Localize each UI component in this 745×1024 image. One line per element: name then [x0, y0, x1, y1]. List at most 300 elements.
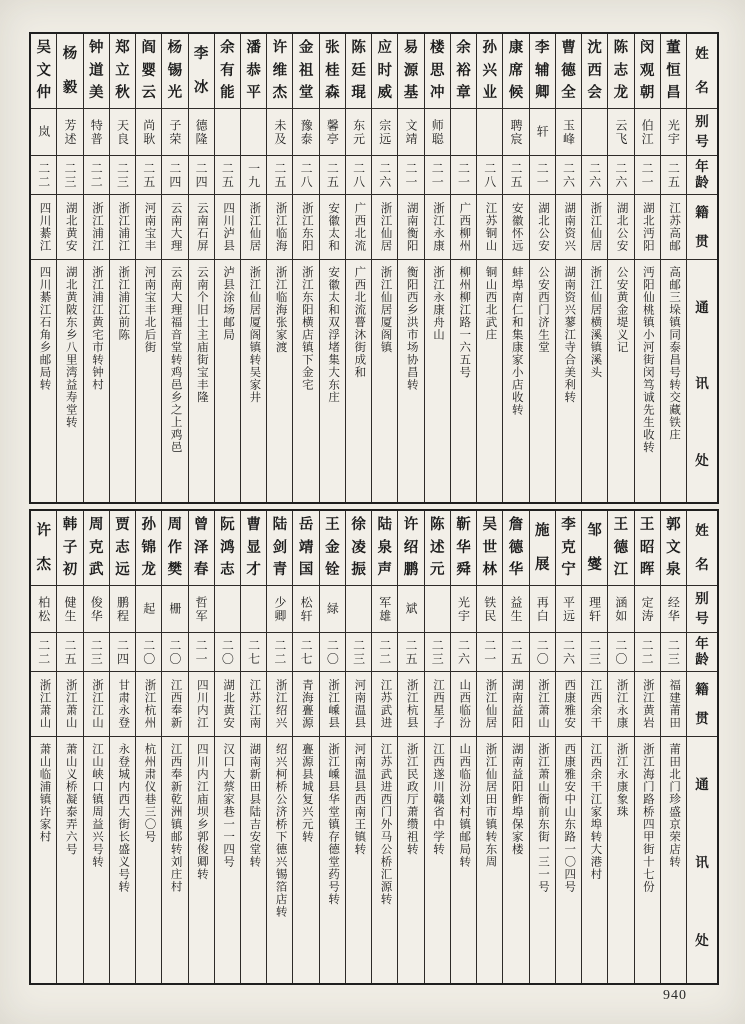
- person-alias-text: 宗远: [377, 118, 392, 146]
- person-address-text: 亹源县城复兴元转: [300, 743, 313, 843]
- person-address-text: 萧山临浦镇许家村: [38, 743, 51, 843]
- person-name: 郭 文 泉: [661, 511, 686, 586]
- person-age: [57, 633, 82, 672]
- person-alias-text: 军雄: [377, 595, 392, 623]
- person-address: [661, 737, 686, 983]
- person-alias: [84, 586, 109, 633]
- person-alias-text: 栅: [167, 602, 182, 616]
- person-native-place-text: 浙江仙居: [484, 679, 497, 729]
- person-age-text: 二七: [246, 638, 261, 666]
- person-native-place-text: 浙江永康: [432, 202, 445, 252]
- person-native-place-text: 浙江仙居: [589, 202, 602, 252]
- person-age-text: 二二: [36, 161, 51, 189]
- person-column: [292, 511, 318, 983]
- person-column: [240, 34, 266, 502]
- person-native-place-text: 山西临汾: [458, 679, 471, 729]
- person-alias-text: 緑: [325, 602, 340, 616]
- person-age: [346, 633, 371, 672]
- person-name: 李 冰: [189, 34, 214, 109]
- person-column: [83, 34, 109, 502]
- person-age: [84, 156, 109, 195]
- person-address: [635, 260, 660, 502]
- person-age: [425, 633, 450, 672]
- person-address: [215, 737, 240, 983]
- person-address-text: 湖北黄陂东乡八里湾益寿堂转: [64, 266, 77, 429]
- person-name: 陆 泉 声: [372, 511, 397, 586]
- person-native-place: [451, 672, 476, 737]
- person-address: [189, 260, 214, 502]
- person-alias: [372, 586, 397, 633]
- person-age: [608, 633, 633, 672]
- person-alias-text: 特普: [89, 118, 104, 146]
- person-native-place: [398, 195, 423, 260]
- person-address-text: 公安西门济生堂: [536, 266, 549, 354]
- person-address: [346, 260, 371, 502]
- person-name: 曹 显 才: [241, 511, 266, 586]
- person-native-place: [241, 195, 266, 260]
- person-address-text: 衡阳西乡洪市场协昌转: [405, 266, 418, 391]
- person-alias: [320, 586, 345, 633]
- person-native-place-text: 浙江东阳: [300, 202, 313, 252]
- person-address-text: 广西北流瞢沐街成和: [353, 266, 366, 379]
- person-column: [371, 34, 397, 502]
- person-column: [476, 511, 502, 983]
- person-address: [189, 737, 214, 983]
- person-native-place-text: 浙江仙居: [379, 202, 392, 252]
- person-age: [57, 156, 82, 195]
- person-column: [319, 511, 345, 983]
- person-alias: [162, 586, 187, 633]
- person-native-place-text: 浙江杭县: [405, 679, 418, 729]
- column-header-name: 姓 名: [687, 511, 717, 586]
- person-address-text: 安徽太和双浮堵集大东庄: [327, 266, 340, 404]
- person-address: [215, 260, 240, 502]
- person-age-text: 二三: [587, 638, 602, 666]
- person-age-text: 二五: [404, 638, 419, 666]
- person-address-text: 江西余干江家埠转大港村: [589, 743, 602, 881]
- person-alias: [635, 586, 660, 633]
- person-address: [320, 260, 345, 502]
- person-address: [398, 737, 423, 983]
- person-column: [476, 34, 502, 502]
- person-address-text: 杭州肃仪巷三〇号: [143, 743, 156, 843]
- person-alias: [635, 109, 660, 156]
- person-name: 吴 世 林: [477, 511, 502, 586]
- person-native-place-text: 河南温县: [353, 679, 366, 729]
- person-address-text: 蚌埠南仁和集康家小店收转: [510, 266, 523, 416]
- person-alias: [215, 109, 240, 156]
- person-age-text: 二六: [377, 161, 392, 189]
- person-age-text: 二四: [167, 161, 182, 189]
- person-address: [267, 260, 292, 502]
- person-column: [502, 511, 528, 983]
- person-address: [503, 260, 528, 502]
- person-address-text: 柳州柳江路一六五号: [458, 266, 471, 379]
- person-alias-text: 天良: [115, 118, 130, 146]
- person-age: [162, 633, 187, 672]
- person-native-place: [503, 672, 528, 737]
- person-column: [345, 34, 371, 502]
- person-native-place-text: 浙江绍兴: [274, 679, 287, 729]
- column-header-age: 年 龄: [687, 633, 717, 672]
- person-name: 余 裕 章: [451, 34, 476, 109]
- person-alias-text: 馨亭: [325, 118, 340, 146]
- person-address: [293, 737, 318, 983]
- person-native-place: [110, 195, 135, 260]
- person-age: [635, 156, 660, 195]
- column-header-alias: 别 号: [687, 586, 717, 633]
- person-native-place: [189, 672, 214, 737]
- person-native-place: [556, 195, 581, 260]
- person-native-place: [84, 195, 109, 260]
- person-alias-text: 俊华: [89, 595, 104, 623]
- person-age-text: 二三: [430, 638, 445, 666]
- person-name: 陈 述 元: [425, 511, 450, 586]
- person-alias: [530, 586, 555, 633]
- person-alias-text: 文靖: [404, 118, 419, 146]
- person-alias-text: 再白: [535, 595, 550, 623]
- person-address: [84, 737, 109, 983]
- person-alias-text: 定涛: [640, 595, 655, 623]
- person-native-place: [136, 672, 161, 737]
- person-address: [451, 260, 476, 502]
- person-column: [555, 511, 581, 983]
- person-alias: [582, 586, 607, 633]
- person-column: [607, 34, 633, 502]
- person-age: [320, 633, 345, 672]
- person-native-place-text: 四川泸县: [222, 202, 235, 252]
- person-native-place: [530, 672, 555, 737]
- directory-table-top: [29, 32, 719, 504]
- person-native-place: [477, 195, 502, 260]
- person-name: 邹 燮: [582, 511, 607, 586]
- column-header-address: 通 讯 处: [695, 299, 709, 468]
- person-native-place: [267, 195, 292, 260]
- person-column: [555, 34, 581, 502]
- person-name: 吴 文 仲: [31, 34, 56, 109]
- person-alias-text: 师聪: [430, 118, 445, 146]
- person-column: [529, 511, 555, 983]
- person-age: [530, 633, 555, 672]
- person-address-text: 湖南新田县陆吉安堂转: [248, 743, 261, 868]
- person-age-text: 二八: [299, 161, 314, 189]
- person-native-place: [661, 672, 686, 737]
- person-age: [503, 633, 528, 672]
- person-native-place: [346, 195, 371, 260]
- person-alias-text: 德隆: [194, 118, 209, 146]
- person-age-text: 二〇: [325, 638, 340, 666]
- person-native-place-text: 江苏武进: [379, 679, 392, 729]
- person-address-text: 浙江临海张家渡: [274, 266, 287, 354]
- person-alias: [84, 109, 109, 156]
- person-address: [267, 737, 292, 983]
- person-alias-text: 健生: [62, 595, 77, 623]
- person-column: [634, 511, 660, 983]
- person-age-text: 二七: [299, 638, 314, 666]
- person-native-place: [451, 195, 476, 260]
- person-address: [608, 737, 633, 983]
- person-native-place: [320, 672, 345, 737]
- person-address-text: 江西奉新乾洲镇邮转刘庄村: [169, 743, 182, 893]
- person-age: [451, 156, 476, 195]
- person-alias: [215, 586, 240, 633]
- person-age-text: 二六: [613, 161, 628, 189]
- person-address: [136, 737, 161, 983]
- person-native-place: [372, 672, 397, 737]
- person-alias: [293, 109, 318, 156]
- person-age: [608, 156, 633, 195]
- person-name: 施 展: [530, 511, 555, 586]
- person-address-text: 浙江民政厅萧缵祖转: [405, 743, 418, 856]
- person-native-place: [582, 672, 607, 737]
- person-alias-text: 柏松: [36, 595, 51, 623]
- person-column: [240, 511, 266, 983]
- person-native-place-text: 广西北流: [353, 202, 366, 252]
- person-column: [135, 511, 161, 983]
- person-alias-text: 芳述: [62, 118, 77, 146]
- person-alias: [31, 109, 56, 156]
- person-age: [136, 633, 161, 672]
- person-age-text: 二五: [666, 161, 681, 189]
- person-age-text: 二五: [508, 638, 523, 666]
- person-address: [372, 737, 397, 983]
- person-address: [110, 737, 135, 983]
- person-address: [57, 737, 82, 983]
- person-alias-text: 益生: [508, 595, 523, 623]
- person-address-text: 绍兴柯桥公济桥下德兴锡箔店转: [274, 743, 287, 918]
- person-alias-text: 起: [141, 602, 156, 616]
- person-address-text: 高邮三垛镇同泰昌号转交藏铁庄: [668, 266, 681, 441]
- person-address-text: 浙江嵊县华堂镇存德堂药号转: [327, 743, 340, 906]
- person-alias-text: 哲军: [194, 595, 209, 623]
- person-age-text: 二六: [561, 161, 576, 189]
- person-native-place-text: 四川綦江: [38, 202, 51, 252]
- person-age-text: 二三: [89, 638, 104, 666]
- person-native-place: [346, 672, 371, 737]
- person-native-place: [84, 672, 109, 737]
- person-alias-text: 光宇: [456, 595, 471, 623]
- person-column: [660, 511, 686, 983]
- person-native-place-text: 浙江黄岩: [641, 679, 654, 729]
- person-alias-text: 东元: [351, 118, 366, 146]
- person-native-place: [398, 672, 423, 737]
- person-name: 韩 子 初: [57, 511, 82, 586]
- column-header-address: 通 讯 处: [695, 777, 709, 949]
- person-native-place-text: 湖北公安: [536, 202, 549, 252]
- person-native-place: [136, 195, 161, 260]
- person-alias: [162, 109, 187, 156]
- person-address: [530, 737, 555, 983]
- person-age-text: 一九: [246, 161, 261, 189]
- person-column: [135, 34, 161, 502]
- person-address: [635, 737, 660, 983]
- person-name: 陆 剑 青: [267, 511, 292, 586]
- person-alias-text: 岚: [36, 125, 51, 139]
- person-native-place-text: 湖南资兴: [563, 202, 576, 252]
- person-age-text: 二五: [325, 161, 340, 189]
- person-alias-text: 聘宸: [508, 118, 523, 146]
- person-column: [450, 511, 476, 983]
- person-alias: [608, 586, 633, 633]
- person-address: [293, 260, 318, 502]
- person-native-place: [31, 195, 56, 260]
- person-alias-text: 松轩: [299, 595, 314, 623]
- person-age: [477, 633, 502, 672]
- person-name: 郑 立 秋: [110, 34, 135, 109]
- person-age: [215, 156, 240, 195]
- person-address: [477, 737, 502, 983]
- person-column: [424, 511, 450, 983]
- person-native-place-text: 浙江临海: [274, 202, 287, 252]
- person-address: [320, 737, 345, 983]
- person-native-place-text: 浙江萧山: [38, 679, 51, 729]
- person-alias: [57, 586, 82, 633]
- person-address: [582, 737, 607, 983]
- person-native-place: [608, 195, 633, 260]
- header-column: [686, 511, 717, 983]
- person-address-text: 莆田北门珍盛京荣店转: [668, 743, 681, 868]
- person-name: 王 德 江: [608, 511, 633, 586]
- person-native-place-text: 浙江仙居: [248, 202, 261, 252]
- person-age-text: 二一: [404, 161, 419, 189]
- person-alias: [241, 586, 266, 633]
- person-address-text: 萧山义桥凝泰弄六号: [64, 743, 77, 856]
- person-column: [188, 34, 214, 502]
- person-column: [345, 511, 371, 983]
- person-native-place: [110, 672, 135, 737]
- person-alias: [425, 109, 450, 156]
- person-address-text: 浙江浦江前陈: [117, 266, 130, 341]
- person-native-place-text: 湖南益阳: [510, 679, 523, 729]
- person-alias: [267, 109, 292, 156]
- column-header-alias: 别 号: [687, 109, 717, 156]
- person-age: [451, 633, 476, 672]
- person-column: [397, 34, 423, 502]
- person-native-place-text: 江西星子: [432, 679, 445, 729]
- person-alias: [110, 586, 135, 633]
- person-address: [162, 737, 187, 983]
- person-address: [31, 260, 56, 502]
- person-address-text: 浙江永康舟山: [432, 266, 445, 341]
- person-name: 阎 婴 云: [136, 34, 161, 109]
- person-alias: [608, 109, 633, 156]
- person-native-place-text: 河南宝丰: [143, 202, 156, 252]
- person-native-place-text: 安徽太和: [327, 202, 340, 252]
- person-alias-text: 玉峰: [561, 118, 576, 146]
- person-alias: [293, 586, 318, 633]
- person-alias: [503, 586, 528, 633]
- person-name: 陈 志 龙: [608, 34, 633, 109]
- person-alias: [582, 109, 607, 156]
- person-address-text: 浙江仙居厦阁镇转吴家井: [248, 266, 261, 404]
- person-address: [608, 260, 633, 502]
- person-address-text: 湖南益阳鲊埠保家楼: [510, 743, 523, 856]
- person-address-text: 河南温县西南王镇转: [353, 743, 366, 856]
- person-name: 徐 凌 振: [346, 511, 371, 586]
- person-alias-text: 鹏程: [115, 595, 130, 623]
- person-address: [477, 260, 502, 502]
- person-address: [241, 260, 266, 502]
- person-address: [582, 260, 607, 502]
- person-age: [241, 633, 266, 672]
- person-age-text: 二八: [351, 161, 366, 189]
- person-age-text: 二五: [141, 161, 156, 189]
- person-column: [31, 34, 56, 502]
- person-age: [267, 156, 292, 195]
- person-column: [581, 34, 607, 502]
- person-native-place-text: 云南大理: [169, 202, 182, 252]
- person-native-place: [162, 672, 187, 737]
- person-alias: [556, 586, 581, 633]
- person-address-text: 浙江仙居横溪镇溪头: [589, 266, 602, 379]
- person-address-text: 浙江海门路桥四甲街十七份: [641, 743, 654, 893]
- person-column: [581, 511, 607, 983]
- person-name: 李 辅 卿: [530, 34, 555, 109]
- person-alias-text: 铁民: [482, 595, 497, 623]
- person-alias: [661, 586, 686, 633]
- person-native-place-text: 江西余干: [589, 679, 602, 729]
- person-age-text: 二一: [194, 638, 209, 666]
- person-name: 余 有 能: [215, 34, 240, 109]
- person-age-text: 二四: [194, 161, 209, 189]
- person-age-text: 二〇: [613, 638, 628, 666]
- person-address-text: 沔阳仙桃镇小河街闵笃诚先生收转: [641, 266, 654, 454]
- person-name: 阮 鸿 志: [215, 511, 240, 586]
- person-name: 曹 德 全: [556, 34, 581, 109]
- person-name: 杨 锡 光: [162, 34, 187, 109]
- person-age: [189, 156, 214, 195]
- person-age: [635, 633, 660, 672]
- person-address-text: 浙江东阳横店镇下金宅: [300, 266, 313, 391]
- person-native-place: [241, 672, 266, 737]
- person-address-text: 山西临汾刘村镇邮局转: [458, 743, 471, 868]
- person-address-text: 西康雅安中山东路一〇四号: [563, 743, 576, 893]
- person-alias-text: 伯江: [640, 118, 655, 146]
- person-column: [56, 34, 82, 502]
- person-age: [425, 156, 450, 195]
- person-native-place-text: 浙江嵊县: [327, 679, 340, 729]
- person-column: [397, 511, 423, 983]
- person-alias: [530, 109, 555, 156]
- person-native-place: [57, 195, 82, 260]
- person-alias-text: 经华: [666, 595, 681, 623]
- person-address: [346, 737, 371, 983]
- person-native-place: [320, 195, 345, 260]
- person-alias: [477, 586, 502, 633]
- person-age: [503, 156, 528, 195]
- person-age: [398, 156, 423, 195]
- person-name: 岳 靖 国: [293, 511, 318, 586]
- person-native-place: [661, 195, 686, 260]
- person-alias: [267, 586, 292, 633]
- person-native-place: [635, 672, 660, 737]
- person-age-text: 二二: [89, 161, 104, 189]
- person-address-text: 浙江仙居厦阁镇: [379, 266, 392, 354]
- person-age: [162, 156, 187, 195]
- person-address: [372, 260, 397, 502]
- person-alias: [110, 109, 135, 156]
- person-address-text: 云南个旧土主庙街宝丰隆: [195, 266, 208, 404]
- page-number: 940: [663, 988, 687, 1003]
- person-native-place-text: 浙江永康: [615, 679, 628, 729]
- person-native-place-text: 湖北黄安: [222, 679, 235, 729]
- person-native-place: [267, 672, 292, 737]
- person-alias: [189, 109, 214, 156]
- person-native-place-text: 湖北沔阳: [641, 202, 654, 252]
- person-column: [660, 34, 686, 502]
- person-native-place-text: 安徽怀远: [510, 202, 523, 252]
- person-name: 许 杰: [31, 511, 56, 586]
